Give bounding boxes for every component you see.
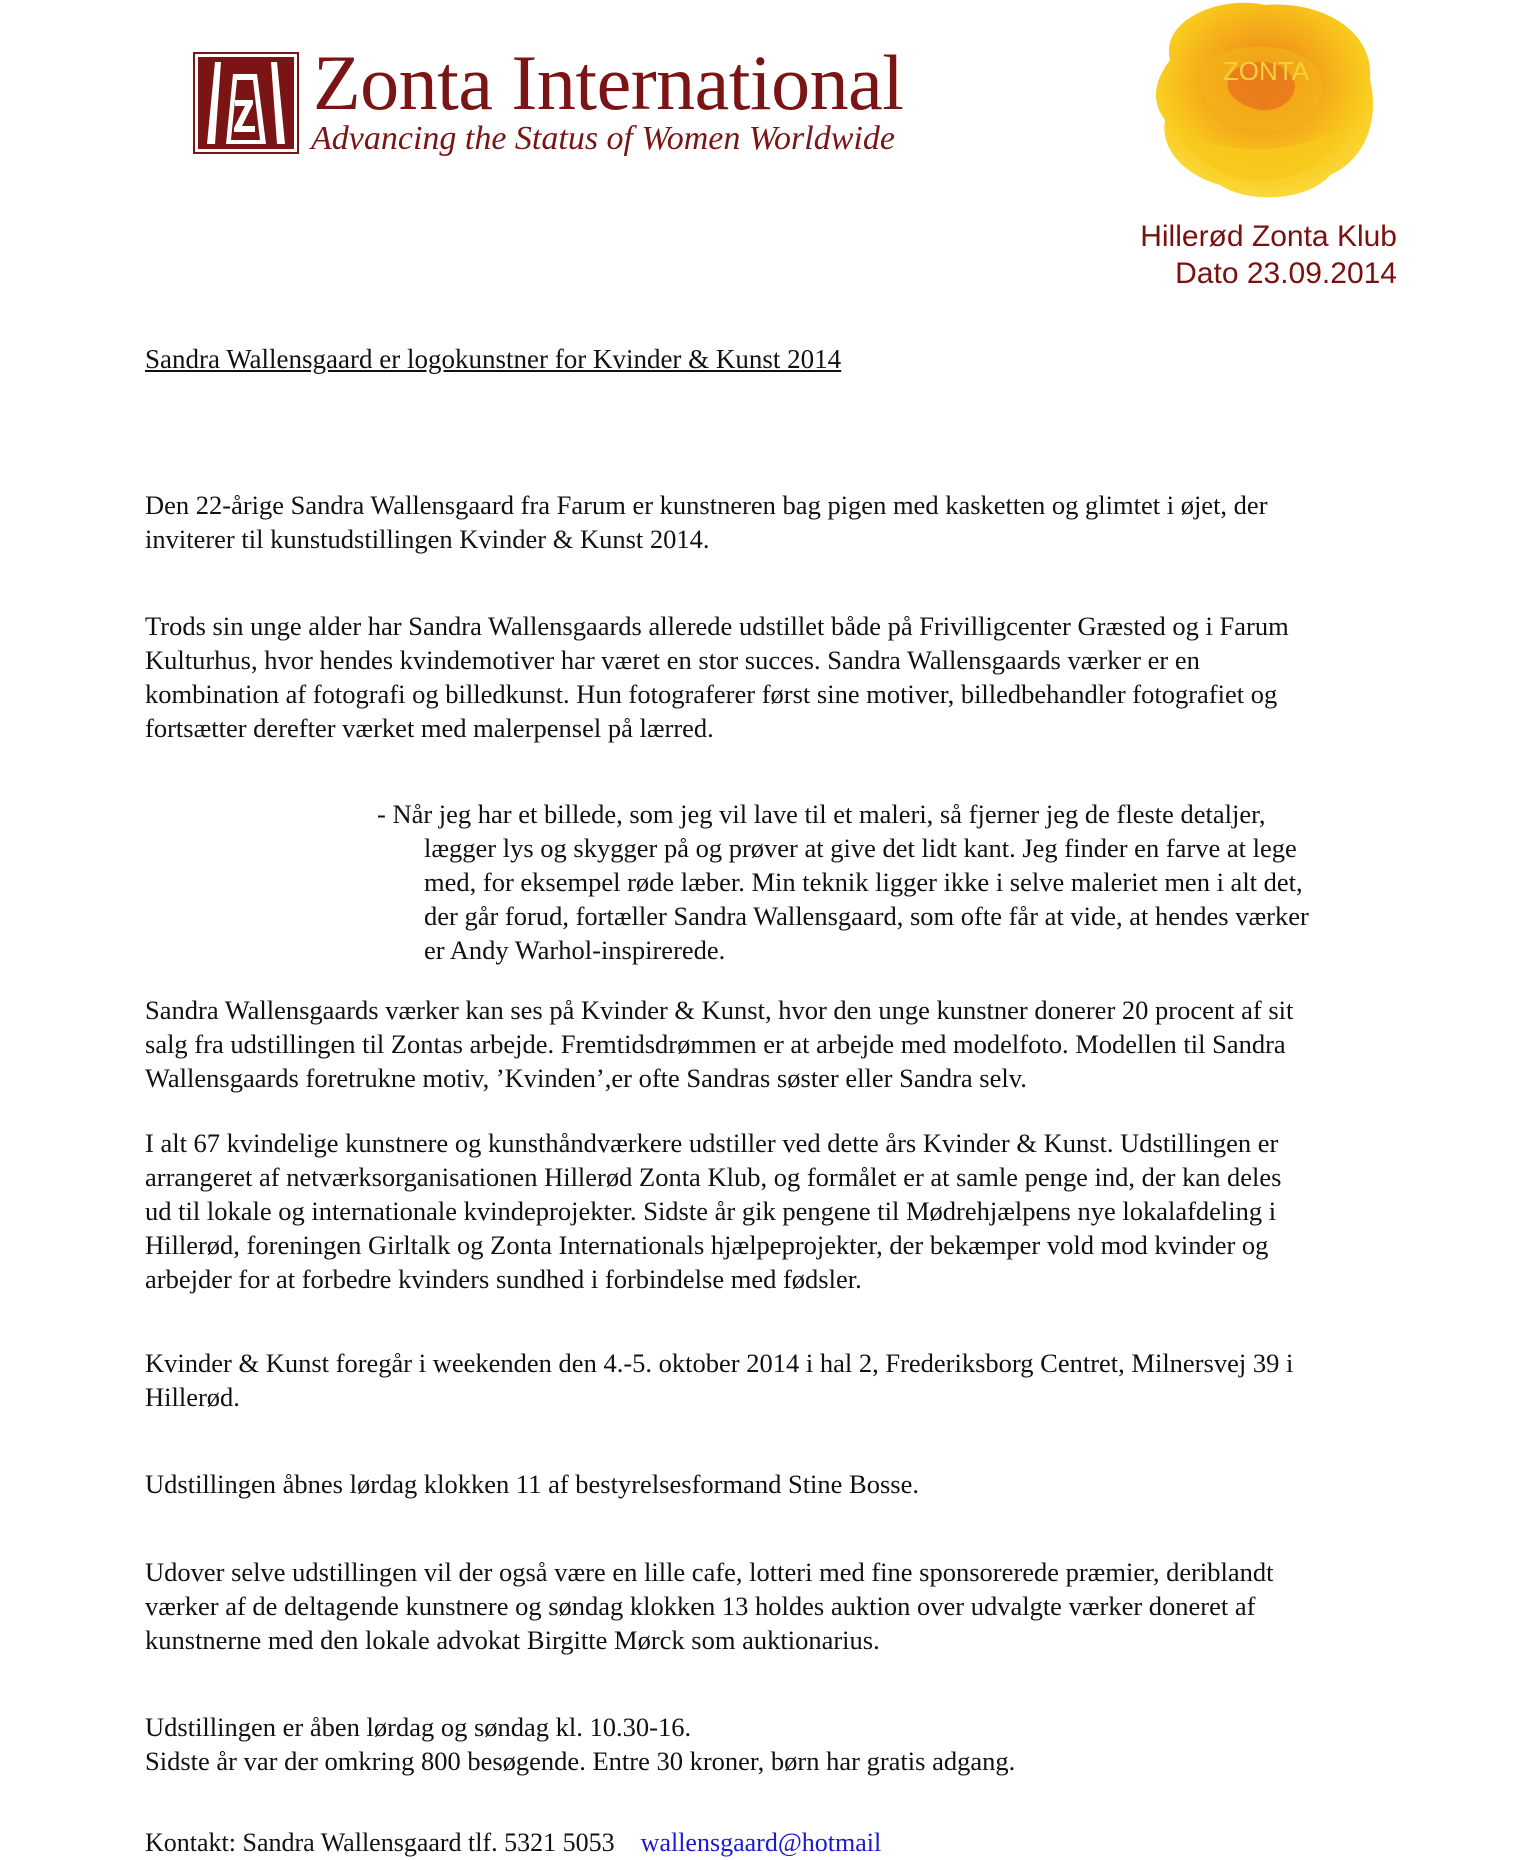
paragraph-location	[145, 1346, 1395, 1414]
paragraph-opening-hours	[145, 1710, 1395, 1778]
paragraph-intro	[145, 488, 1395, 556]
text-line: Kvinder & Kunst foregår i weekenden den 4.-5. oktober 2014 i hal 2, Frederiksborg Centret, Milnersvej 39 i	[145, 1348, 1294, 1378]
text-line: Hillerød.	[145, 1382, 240, 1412]
text-line: I alt 67 kvindelige kunstnere og kunsthåndværkere udstiller ved dette års Kvinder & Kunst. Udstillingen er	[145, 1128, 1279, 1158]
text-line: - Når jeg har et billede, som jeg vil lave til et maleri, så fjerner jeg de fleste detaljer,	[377, 799, 1266, 829]
text-line: Udover selve udstillingen vil der også være en lille cafe, lotteri med fine sponsorerede præmier, deriblandt	[145, 1557, 1274, 1587]
text-line: Udstillingen er åben lørdag og søndag kl. 10.30-16.	[145, 1712, 692, 1742]
zonta-international-logo	[193, 39, 953, 165]
club-info	[1140, 218, 1397, 292]
document-date: Dato 23.09.2014	[1175, 257, 1397, 290]
text-line: fortsætter derefter værket med malerpensel på lærred.	[145, 713, 714, 743]
text-line: Sandra Wallensgaards værker kan ses på Kvinder & Kunst, hvor den unge kunstner donerer 20 procent af sit	[145, 995, 1294, 1025]
contact-line-partial	[145, 1826, 882, 1857]
text-line: kunstnerne med den lokale advokat Birgitte Mørck som auktionarius.	[145, 1625, 880, 1655]
text-line: lægger lys og skygger på og prøver at give det lidt kant. Jeg finder en farve at lege	[424, 833, 1297, 863]
text-line: er Andy Warhol-inspirerede.	[424, 935, 726, 965]
text-line: Udstillingen åbnes lørdag klokken 11 af bestyrelsesformand Stine Bosse.	[145, 1469, 919, 1499]
text-line: Den 22-årige Sandra Wallensgaard fra Farum er kunstneren bag pigen med kasketten og glimtet i øjet, der	[145, 490, 1268, 520]
text-line: ud til lokale og internationale kvindeprojekter. Sidste år gik pengene til Mødrehjælpens nye lokalafdeling i	[145, 1196, 1277, 1226]
text-line: arrangeret af netværksorganisationen Hillerød Zonta Klub, og formålet er at samle penge ind, der kan deles	[145, 1162, 1282, 1192]
text-line: salg fra udstillingen til Zontas arbejde. Fremtidsdrømmen er at arbejde med modelfoto. Modellen til Sandra	[145, 1029, 1286, 1059]
paragraph-donation	[145, 993, 1395, 1095]
text-line: værker af de deltagende kunstnere og søndag klokken 13 holdes auktion over udvalgte værker doneret af	[145, 1591, 1256, 1621]
text-line: Hillerød, foreningen Girltalk og Zonta Internationals hjælpeprojekter, der bekæmper vold mod kvinder og	[145, 1230, 1269, 1260]
artist-quote	[377, 797, 1434, 967]
rose-label: ZONTA	[1222, 56, 1310, 86]
yellow-rose-icon	[1130, 0, 1390, 210]
contact-email-link[interactable]: wallensgaard@hotmail	[640, 1828, 882, 1857]
yellow-rose-image	[1130, 0, 1390, 210]
text-line: inviterer til kunstudstillingen Kvinder & Kunst 2014.	[145, 524, 710, 554]
document-heading: Sandra Wallensgaard er logokunstner for Kvinder & Kunst 2014	[145, 344, 842, 374]
club-name: Hillerød Zonta Klub	[1140, 220, 1397, 253]
text-line: kombination af fotografi og billedkunst. Hun fotograferer først sine motiver, billedbehandler fotografiet og	[145, 679, 1278, 709]
contact-text: Kontakt: Sandra Wallensgaard tlf. 5321 5053	[145, 1828, 615, 1857]
text-line: der går forud, fortæller Sandra Wallensgaard, som ofte får at vide, at hendes værker	[424, 901, 1309, 931]
text-line: Sidste år var der omkring 800 besøgende. Entre 30 kroner, børn har gratis adgang.	[145, 1746, 1016, 1776]
paragraph-activities	[145, 1555, 1395, 1657]
text-line: Trods sin unge alder har Sandra Wallensgaards allerede udstillet både på Frivilligcenter Græsted og i Farum	[145, 611, 1289, 641]
paragraph-opening	[145, 1467, 1395, 1501]
text-line: Wallensgaards foretrukne motiv, ’Kvinden’,er ofte Sandras søster eller Sandra selv.	[145, 1063, 1027, 1093]
text-line: Kulturhus, hvor hendes kvindemotiver har været en stor succes. Sandra Wallensgaards værker er en	[145, 645, 1200, 675]
text-line: arbejder for at forbedre kvinders sundhed i forbindelse med fødsler.	[145, 1264, 862, 1294]
logo-title: Zonta International	[313, 39, 904, 126]
text-line: med, for eksempel røde læber. Min teknik ligger ikke i selve maleriet men i alt det,	[424, 867, 1303, 897]
paragraph-exhibitors	[145, 1126, 1395, 1296]
paragraph-background	[145, 609, 1395, 745]
zonta-emblem-icon	[193, 52, 299, 154]
logo-tagline: Advancing the Status of Women Worldwide	[311, 120, 895, 157]
